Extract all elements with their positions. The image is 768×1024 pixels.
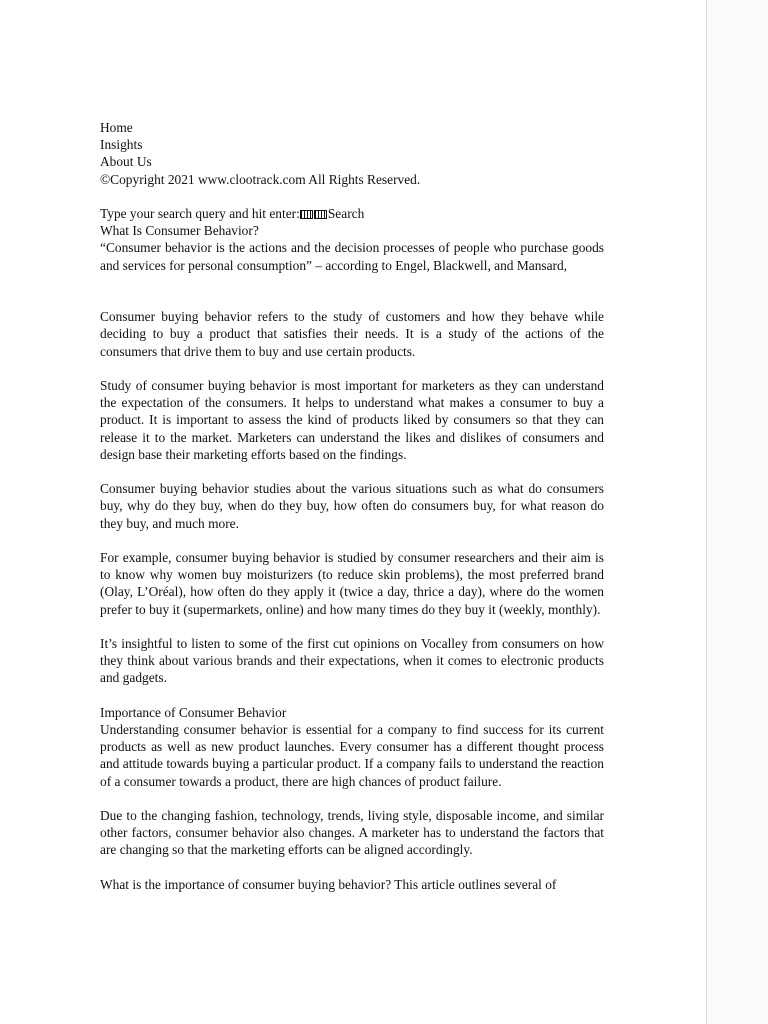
spacer <box>100 291 604 308</box>
spacer <box>100 274 604 291</box>
paragraph: Consumer buying behavior refers to the study of customers and how they behave while deciding to buy a product that satisfies their needs. It is a study of the actions of the consumers that drive them to buy and use certain products. <box>100 309 604 359</box>
spacer <box>100 360 604 377</box>
paragraph: Due to the changing fashion, technology, trends, living style, disposable income, and similar other factors, consumer behavior also changes. A marketer has to understand the factors that are changing so that the marketing efforts can be aligned accordingly. <box>100 807 604 858</box>
spacer <box>100 532 604 549</box>
spacer <box>100 687 604 704</box>
paragraph: Understanding consumer behavior is essential for a company to find success for its current products as well as new product launches. Every consumer has a different thought process and attitude towards buying a particular product. If a company fails to understand the reaction of a consumer towards a product, there are high chances of product failure. <box>100 721 604 789</box>
page-content <box>100 119 604 893</box>
spacer <box>100 790 604 807</box>
paragraph: What is the importance of consumer buying behavior? This article outlines several of <box>100 876 557 892</box>
viewer-gutter <box>707 0 768 1024</box>
paragraph: Consumer buying behavior studies about the various situations such as what do consumers buy, why do they buy, when do they buy, how often do consumers buy, for what reason do they buy, and much more. <box>100 481 604 531</box>
section-heading: Importance of Consumer Behavior <box>100 704 287 720</box>
spacer <box>100 188 604 205</box>
copyright-text: ©Copyright 2021 www.clootrack.com All Rights Reserved. <box>100 171 421 187</box>
missing-glyph-icon <box>300 210 313 219</box>
spacer <box>100 618 604 635</box>
nav-link-insights[interactable]: Insights <box>100 137 143 153</box>
nav-link-home[interactable]: Home <box>100 120 133 135</box>
paragraph: For example, consumer buying behavior is studied by consumer researchers and their aim is to know why women buy moisturizers (to reduce skin problems), the most preferred brand (Olay, L’Oréal), how often do they apply it (twice a day, thrice a day), where do the women prefer to buy it (supermarkets, online) and how many times do they buy it (weekly, monthly). <box>100 549 604 617</box>
search-row <box>100 205 604 222</box>
definition-quote: “Consumer behavior is the actions and the decision processes of people who purchase goods and services for personal consumption” – according to Engel, Blackwell, and Mansard, <box>100 240 604 273</box>
search-button[interactable]: Search <box>327 206 365 221</box>
spacer <box>100 463 604 480</box>
spacer <box>100 859 604 876</box>
paragraph: It’s insightful to listen to some of the first cut opinions on Vocalley from consumers on how they think about various brands and their expectations, when it comes to electronic products and gadgets. <box>100 635 604 686</box>
nav-link-about[interactable]: About Us <box>100 154 152 170</box>
paragraph: Study of consumer buying behavior is most important for marketers as they can understand the expectation of the consumers. It helps to understand what makes a consumer to buy a product. It is important to assess the kind of products liked by consumers so that they can release it to the market. Marketers can understand the likes and dislikes of consumers and design base their marketing efforts based on the findings. <box>100 377 604 462</box>
article-title: What Is Consumer Behavior? <box>100 223 259 239</box>
missing-glyph-icon <box>314 210 327 219</box>
search-prompt: Type your search query and hit enter: <box>100 206 300 221</box>
